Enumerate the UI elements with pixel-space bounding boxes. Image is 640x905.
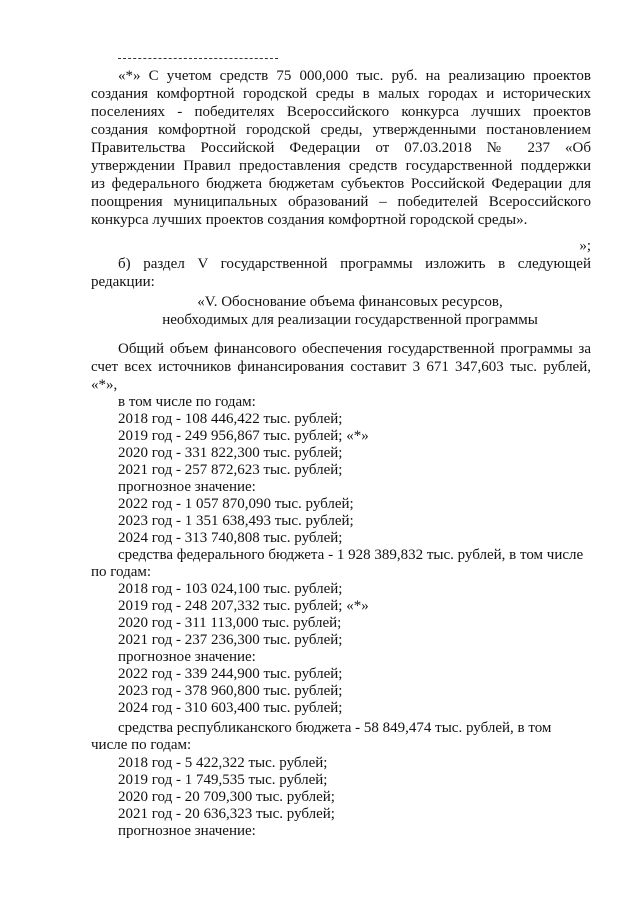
republic-year-line: 2021 год - 20 636,323 тыс. рублей; xyxy=(118,806,335,822)
item-b-line: редакции: xyxy=(91,274,155,290)
federal-year-line: 2020 год - 311 113,000 тыс. рублей; xyxy=(118,615,342,631)
intro-line: Общий объем финансового обеспечения государственной программы за xyxy=(118,341,591,357)
republic-budget-line: средства республиканского бюджета - 58 849,474 тыс. рублей, в том xyxy=(118,720,552,736)
republic-year-line: 2019 год - 1 749,535 тыс. рублей; xyxy=(118,772,328,788)
year-line: 2022 год - 1 057 870,090 тыс. рублей; xyxy=(118,496,354,512)
year-line: 2024 год - 313 740,808 тыс. рублей; xyxy=(118,530,343,546)
federal-year-line: 2022 год - 339 244,900 тыс. рублей; xyxy=(118,666,343,682)
footnote-line: создания комфортной городской среды в малых городах и исторических xyxy=(91,86,591,102)
year-line: 2019 год - 249 956,867 тыс. рублей; «*» xyxy=(118,428,369,444)
federal-year-line: 2019 год - 248 207,332 тыс. рублей; «*» xyxy=(118,598,369,614)
footnote-line: поселениях - победителях Всероссийского конкурса лучших проектов xyxy=(91,104,591,120)
separator-line xyxy=(118,58,278,59)
federal-budget-line: средства федерального бюджета - 1 928 389,832 тыс. рублей, в том числе xyxy=(118,547,584,563)
year-line: 2020 год - 331 822,300 тыс. рублей; xyxy=(118,445,343,461)
footnote-line: Правительства Российской Федерации от 07.03.2018 № 237 «Об xyxy=(91,140,591,156)
item-b-line: б) раздел V государственной программы изложить в следующей xyxy=(118,256,591,272)
section-title-line: «V. Обоснование объема финансовых ресурсов, xyxy=(197,294,503,310)
footnote-line: создания комфортной городской среды, утвержденными постановлением xyxy=(91,122,591,138)
federal-year-line: 2024 год - 310 603,400 тыс. рублей; xyxy=(118,700,343,716)
federal-budget-line: по годам: xyxy=(91,564,152,580)
footnote-line: поощрения муниципальных образований – победителей Всероссийского xyxy=(91,194,591,210)
republic-year-line: 2018 год - 5 422,322 тыс. рублей; xyxy=(118,755,328,771)
year-line: 2021 год - 257 872,623 тыс. рублей; xyxy=(118,462,343,478)
intro-line: счет всех источников финансирования составит 3 671 347,603 тыс. рублей, xyxy=(91,359,591,375)
footnote-line: конкурса лучших проектов создания комфортной городской среды». xyxy=(91,212,528,228)
intro-line: «*», xyxy=(91,377,118,393)
year-line: в том числе по годам: xyxy=(118,394,256,410)
forecast-label: прогнозное значение: xyxy=(118,649,256,665)
forecast-label: прогнозное значение: xyxy=(118,823,256,839)
section-title-line: необходимых для реализации государственной программы xyxy=(162,312,538,328)
federal-year-line: 2021 год - 237 236,300 тыс. рублей; xyxy=(118,632,343,648)
republic-budget-line: числе по годам: xyxy=(91,737,192,753)
year-line: 2023 год - 1 351 638,493 тыс. рублей; xyxy=(118,513,354,529)
year-line: 2018 год - 108 446,422 тыс. рублей; xyxy=(118,411,343,427)
footnote-line: утверждении Правил предоставления средств государственной поддержки xyxy=(91,158,591,174)
republic-year-line: 2020 год - 20 709,300 тыс. рублей; xyxy=(118,789,335,805)
closing-quote: »; xyxy=(579,238,591,254)
federal-year-line: 2023 год - 378 960,800 тыс. рублей; xyxy=(118,683,343,699)
federal-year-line: 2018 год - 103 024,100 тыс. рублей; xyxy=(118,581,343,597)
forecast-label: прогнозное значение: xyxy=(118,479,256,495)
footnote-line: «*» С учетом средств 75 000,000 тыс. руб. на реализацию проектов xyxy=(118,68,591,84)
footnote-line: из федерального бюджета бюджетам субъектов Российской Федерации для xyxy=(91,176,591,192)
